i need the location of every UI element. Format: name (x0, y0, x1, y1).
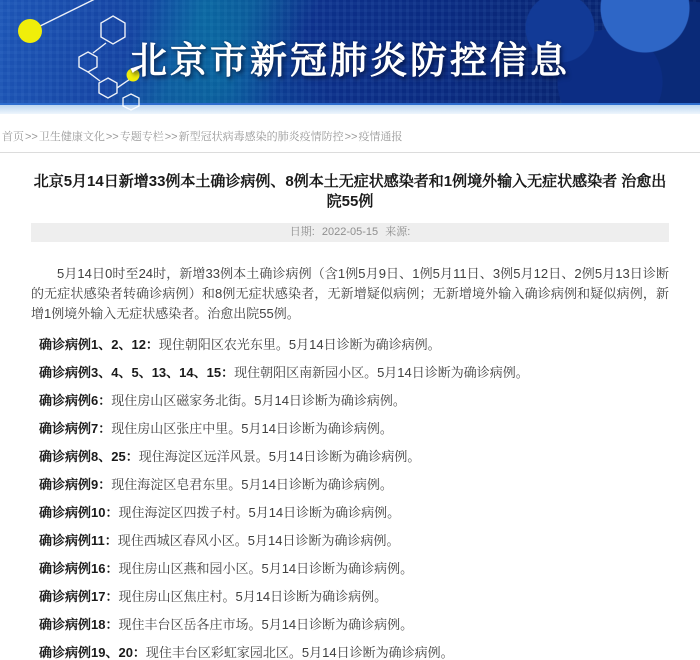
date-value: 2022-05-15 (321, 226, 379, 238)
case-label: 确诊病例8、25： (39, 449, 139, 464)
case-list (31, 337, 669, 660)
case-text: 现住西城区春风小区。5月14日诊断为确诊病例。 (117, 533, 400, 548)
breadcrumb-separator: >> (344, 131, 358, 143)
case-label: 确诊病例18： (39, 617, 119, 632)
case-text: 现住海淀区四拨子村。5月14日诊断为确诊病例。 (118, 505, 401, 520)
case-text: 现住丰台区岳各庄市场。5月14日诊断为确诊病例。 (118, 617, 414, 632)
case-label: 确诊病例11： (39, 533, 118, 548)
case-row (39, 505, 669, 520)
date-label: 日期: (289, 226, 315, 238)
breadcrumb-item-home[interactable]: 首页 (2, 131, 24, 143)
case-row (39, 561, 669, 576)
case-label: 确诊病例6： (39, 393, 112, 408)
case-text: 现住房山区张庄中里。5月14日诊断为确诊病例。 (111, 421, 393, 436)
case-text: 现住房山区焦庄村。5月14日诊断为确诊病例。 (118, 589, 388, 604)
case-text: 现住房山区燕和园小区。5月14日诊断为确诊病例。 (118, 561, 414, 576)
case-text: 现住朝阳区农光东里。5月14日诊断为确诊病例。 (158, 337, 441, 352)
breadcrumb-separator: >> (105, 131, 119, 143)
page-banner (0, 0, 700, 105)
case-text: 现住朝阳区南新园小区。5月14日诊断为确诊病例。 (234, 365, 529, 380)
breadcrumb-item-health-culture[interactable]: 卫生健康文化 (38, 131, 105, 143)
case-label: 确诊病例1、2、12： (39, 337, 159, 352)
case-row (39, 477, 669, 492)
case-row (39, 393, 669, 408)
case-label: 确诊病例3、4、5、13、14、15： (39, 365, 235, 380)
breadcrumb-item-special-topics[interactable]: 专题专栏 (119, 131, 164, 143)
case-label: 确诊病例10： (39, 505, 119, 520)
case-label: 确诊病例9： (39, 477, 112, 492)
case-text: 现住海淀区远洋风景。5月14日诊断为确诊病例。 (138, 449, 421, 464)
case-row (39, 617, 669, 632)
article-intro-paragraph: 5月14日0时至24时，新增33例本土确诊病例（含1例5月9日、1例5月11日、3例5月12日、2例5月13日诊断的无症状感染者转确诊病例）和8例无症状感染者，无新增疑似病例；无新增境外输入确诊病例和疑似病例，新增1例境外输入无症状感染者。治愈出院55例。 (31, 266, 669, 321)
case-label: 确诊病例16： (39, 561, 119, 576)
article-meta-bar (31, 223, 669, 242)
banner-bottom-strip (0, 105, 700, 114)
breadcrumb-separator: >> (25, 131, 38, 143)
case-label: 确诊病例19、20： (39, 645, 146, 660)
case-text: 现住房山区磁家务北街。5月14日诊断为确诊病例。 (111, 393, 406, 408)
breadcrumb-item-covid-prevention[interactable]: 新型冠状病毒感染的肺炎疫情防控 (178, 131, 344, 143)
source-label: 来源: (385, 226, 411, 238)
case-row (39, 645, 669, 660)
case-label: 确诊病例17： (39, 589, 119, 604)
article (0, 172, 700, 660)
case-text: 现住丰台区彩虹家园北区。5月14日诊断为确诊病例。 (145, 645, 454, 660)
case-row (39, 533, 669, 548)
case-row (39, 589, 669, 604)
site-title: 北京市新冠肺炎防控信息 (130, 40, 570, 81)
case-row (39, 421, 669, 436)
case-label: 确诊病例7： (39, 421, 112, 436)
article-title: 北京5月14日新增33例本土确诊病例、8例本土无症状感染者和1例境外输入无症状感染者 治愈出院55例 (33, 173, 667, 210)
case-text: 现住海淀区皂君东里。5月14日诊断为确诊病例。 (111, 477, 393, 492)
breadcrumb-divider (0, 152, 700, 153)
breadcrumb-separator: >> (164, 131, 178, 143)
case-row (39, 449, 669, 464)
case-row (39, 365, 669, 380)
case-row (39, 337, 669, 352)
breadcrumb (0, 114, 700, 152)
breadcrumb-item-epidemic-bulletin[interactable]: 疫情通报 (358, 131, 403, 143)
